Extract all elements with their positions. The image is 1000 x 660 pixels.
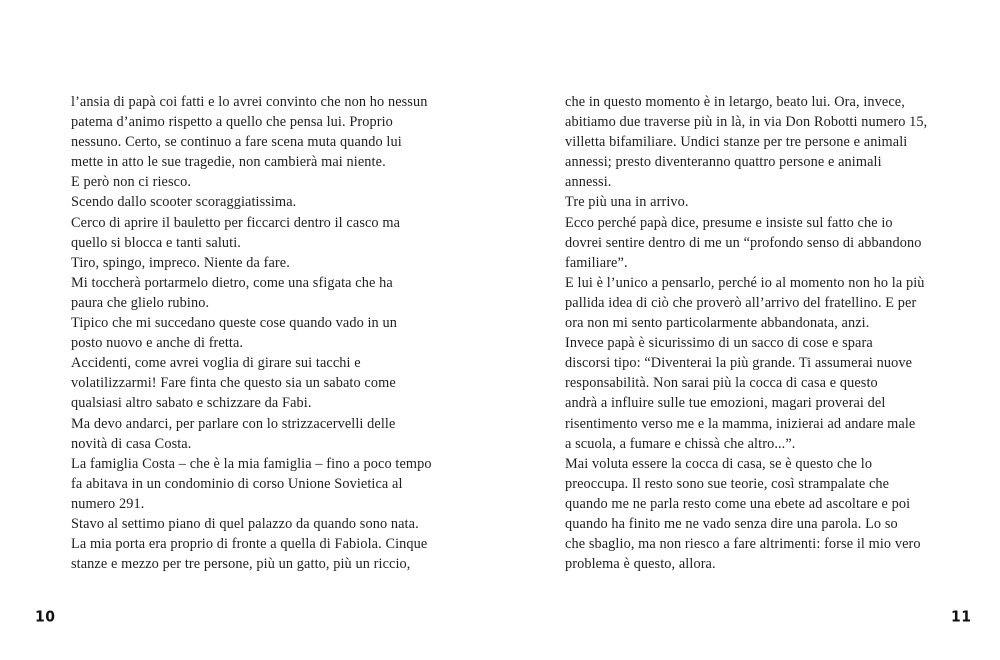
text-line: abitiamo due traverse più in là, in via Don Robotti numero 15,: [565, 114, 928, 131]
text-line: nessuno. Certo, se continuo a fare scena muta quando lui: [71, 134, 402, 151]
text-line: discorsi tipo: “Diventerai la più grande. Ti assumerai nuove: [565, 355, 913, 372]
right-page-number: 11: [951, 608, 972, 626]
text-line: annessi.: [565, 174, 612, 191]
text-line: Accidenti, come avrei voglia di girare sui tacchi e: [71, 355, 361, 372]
left-page-number: 10: [35, 608, 56, 626]
text-line: qualsiasi altro sabato e schizzare da Fabi.: [71, 395, 312, 412]
text-line: mette in atto le sue tragedie, non cambierà mai niente.: [71, 154, 386, 171]
text-line: villetta bifamiliare. Undici stanze per tre persone e animali: [565, 134, 908, 151]
text-line: quello si blocca e tanti saluti.: [71, 234, 241, 251]
text-line: ora non mi sento particolarmente abbandonata, anzi.: [565, 315, 870, 332]
text-line: quando ha finito me ne vado senza dire una parola. Lo so: [565, 515, 898, 532]
text-line: a scuola, a fumare e chissà che altro...”.: [565, 435, 796, 452]
text-line: dovrei sentire dentro di me un “profondo senso di abbandono: [565, 234, 922, 251]
text-line: quando me ne parla resto come una ebete ad ascoltare e poi: [565, 495, 911, 512]
text-line: andrà a influire sulle tue emozioni, magari proverai del: [565, 395, 886, 412]
text-line: La mia porta era proprio di fronte a quella di Fabiola. Cinque: [71, 536, 428, 553]
text-line: Tipico che mi succedano queste cose quando vado in un: [71, 315, 397, 332]
text-line: E però non ci riesco.: [71, 174, 192, 191]
text-line: Scendo dallo scooter scoraggiatissima.: [71, 194, 297, 211]
right-page: [500, 0, 1000, 660]
text-line: Cerco di aprire il bauletto per ficcarci dentro il casco ma: [71, 214, 401, 231]
text-line: numero 291.: [71, 495, 145, 512]
text-line: fa abitava in un condominio di corso Unione Sovietica al: [71, 475, 403, 492]
left-page-text: [71, 92, 506, 574]
text-line: Tre più una in arrivo.: [565, 194, 689, 211]
text-line: che sbaglio, ma non riesco a fare altrimenti: forse il mio vero: [565, 536, 921, 553]
text-line: La famiglia Costa – che è la mia famiglia – fino a poco tempo: [71, 455, 432, 472]
text-line: volatilizzarmi! Fare finta che questo sia un sabato come: [71, 375, 396, 392]
text-line: Invece papà è sicurissimo di un sacco di cose e spara: [565, 335, 873, 352]
text-line: patema d’animo rispetto a quello che pensa lui. Proprio: [71, 114, 393, 131]
text-line: Ma devo andarci, per parlare con lo strizzacervelli delle: [71, 415, 396, 432]
text-line: Mi toccherà portarmelo dietro, come una sfigata che ha: [71, 274, 393, 291]
text-line: problema è questo, allora.: [565, 556, 716, 573]
text-line: familiare”.: [565, 254, 628, 271]
text-line: novità di casa Costa.: [71, 435, 192, 452]
right-page-text: [565, 92, 1000, 574]
text-line: preoccupa. Il resto sono sue teorie, così strampalate che: [565, 475, 890, 492]
text-line: paura che glielo rubino.: [71, 294, 210, 311]
text-line: E lui è l’unico a pensarlo, perché io al momento non ho la più: [565, 274, 925, 291]
text-line: Stavo al settimo piano di quel palazzo da quando sono nata.: [71, 515, 419, 532]
text-line: risentimento verso me e la mamma, inizierai ad andare male: [565, 415, 916, 432]
text-line: pallida idea di ciò che proverò all’arrivo del fratellino. E per: [565, 294, 917, 311]
text-line: Tiro, spingo, impreco. Niente da fare.: [71, 254, 290, 271]
text-line: responsabilità. Non sarai più la cocca di casa e questo: [565, 375, 878, 392]
text-line: Mai voluta essere la cocca di casa, se è questo che lo: [565, 455, 873, 472]
text-line: stanze e mezzo per tre persone, più un gatto, più un riccio,: [71, 556, 411, 573]
text-line: che in questo momento è in letargo, beato lui. Ora, invece,: [565, 94, 905, 110]
text-line: posto nuovo e anche di fretta.: [71, 335, 244, 352]
text-line: annessi; presto diventeranno quattro persone e animali: [565, 154, 882, 171]
text-line: l’ansia di papà coi fatti e lo avrei convinto che non ho nessun: [71, 94, 428, 110]
text-line: Ecco perché papà dice, presume e insiste sul fatto che io: [565, 214, 893, 231]
